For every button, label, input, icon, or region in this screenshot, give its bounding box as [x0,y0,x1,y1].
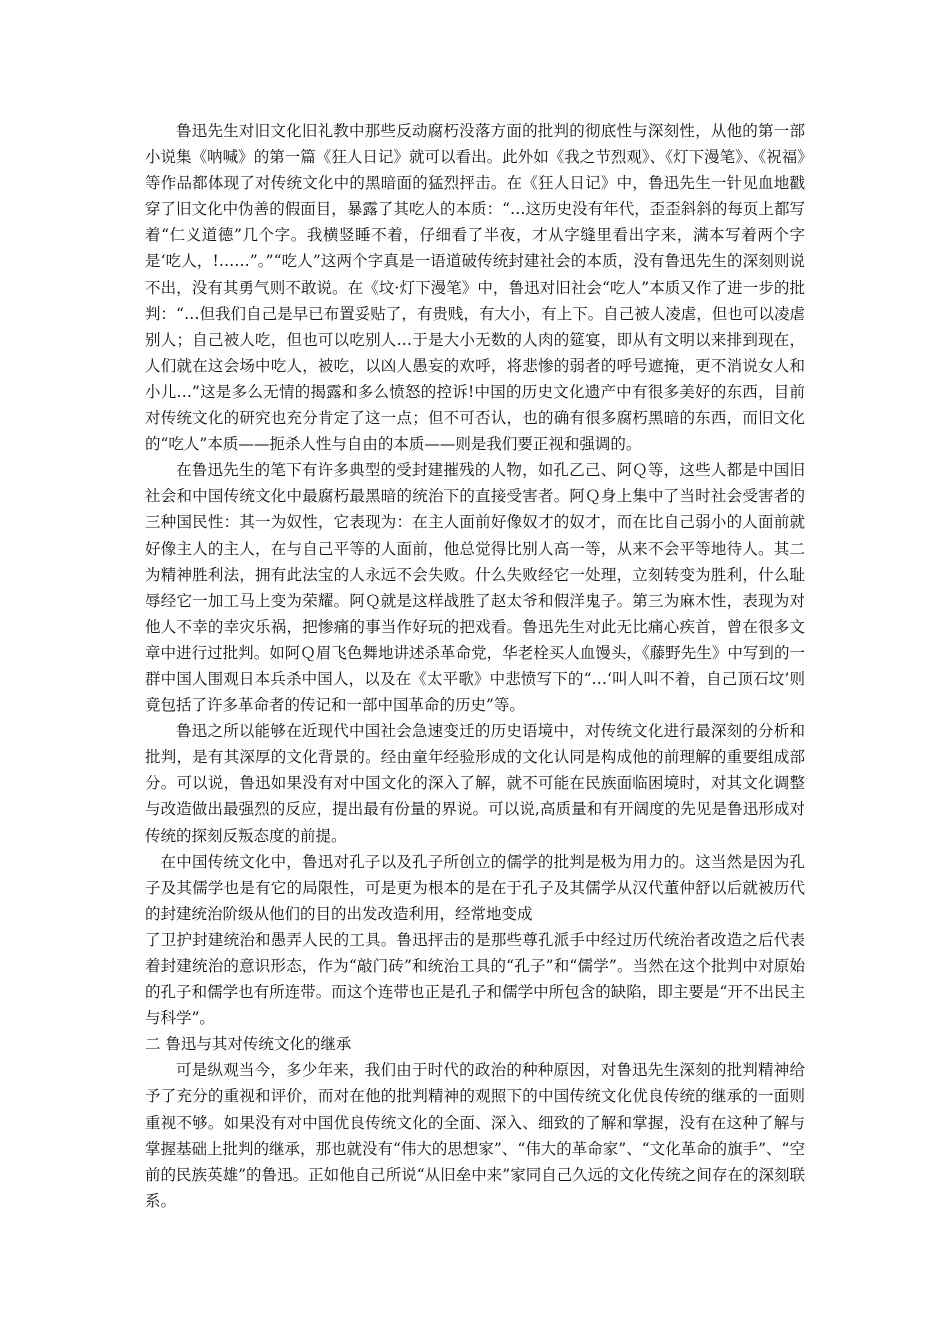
document-body [145,118,805,1214]
paragraph-confucius-critique-continued: 了卫护封建统治和愚弄人民的工具。鲁迅抨击的是那些尊孔派手中经过历代统治者改造之后代表着封建统治的意识形态，作为“敲门砖”和统治工具的“孔子”和“儒学”。当然在这个批判中对原始的孔子和儒学也有所连带。而这个连带也正是孔子和儒学中所包含的缺陷，即主要是“开不出民主与科学”。 [145,930,805,1028]
section-heading: 二 鲁迅与其对传统文化的继承 [145,1035,352,1054]
paragraph-confucius-critique: 在中国传统文化中，鲁迅对孔子以及孔子所创立的儒学的批判是极为用力的。这当然是因为孔子及其儒学也是有它的局限性，可是更为根本的是在于孔子及其儒学从汉代董仲舒以后就被历代的封建统治阶级从他们的目的出发改造利用，经常地变成 [145,852,805,923]
paragraph-inheritance: 可是纵观当今，多少年来，我们由于时代的政治的种种原因，对鲁迅先生深刻的批判精神给予了充分的重视和评价，而对在他的批判精神的观照下的中国传统文化优良传统的继承的一面则重视不够。如果没有对中国优良传统文化的全面、深入、细致的了解和掌握，没有在这种了解与掌握基础上批判的继承，那也就没有“伟大的思想家”、“伟大的革命家”、“文化革命的旗手”、“空前的民族英雄”的鲁迅。正如他自己所说“从旧垒中来”家同自己久远的文化传统之间存在的深刻联系。 [145,1061,805,1210]
paragraph-cultural-background: 鲁迅之所以能够在近现代中国社会急速变迁的历史语境中，对传统文化进行最深刻的分析和批判，是有其深厚的文化背景的。经由童年经验形成的文化认同是构成他的前理解的重要组成部分。可以说，鲁迅如果没有对中国文化的深入了解，就不可能在民族面临困境时，对其文化调整与改造做出最强烈的反应，提出最有份量的界说。可以说,高质量和有开阔度的先见是鲁迅形成对传统的探刻反叛态度的前提。 [145,722,805,845]
paragraph-national-character: 在鲁迅先生的笔下有许多典型的受封建摧残的人物，如孔乙己、阿Ｑ等，这些人都是中国旧社会和中国传统文化中最腐朽最黑暗的统治下的直接受害者。阿Ｑ身上集中了当时社会受害者的三种国民性：其一为奴性，它表现为：在主人面前好像奴才的奴才，而在比自己弱小的人面前就好像主人的主人，在与自己平等的人面前，他总觉得比别人高一等，从来不会平等地待人。其二为精神胜利法，拥有此法宝的人永远不会失败。什么失败经它一处理，立刻转变为胜利，什么耻辱经它一加工马上变为荣耀。阿Ｑ就是这样战胜了赵太爷和假洋鬼子。第三为麻木性，表现为对他人不幸的幸灾乐祸，把惨痛的事当作好玩的把戏看。鲁迅先生对此无比痛心疾首，曾在很多文章中进行过批判。如阿Ｑ眉飞色舞地讲述杀革命党，华老栓买人血馒头，《藤野先生》中写到的一群中国人围观日本兵杀中国人，以及在《太平歌》中悲愤写下的“…‘叫人叫不着，自己顶石坟’则竟包括了许多革命者的传记和一部中国革命的历史”等。 [145,461,805,715]
paragraph-critique-of-old-culture: 鲁迅先生对旧文化旧礼教中那些反动腐朽没落方面的批判的彻底性与深刻性，从他的第一部小说集《呐喊》的第一篇《狂人日记》就可以看出。此外如《我之节烈观》、《灯下漫笔》、《祝福》等作品都体现了对传统文化中的黑暗面的猛烈抨击。在《狂人日记》中，鲁迅先生一针见血地戳穿了旧文化中伪善的假面目，暴露了其吃人的本质：“…这历史没有年代，歪歪斜斜的每页上都写着“仁义道德”几个字。我横竖睡不着，仔细看了半夜，才从字缝里看出字来，满本写着两个字是‘吃人，!……”。”“吃人”这两个字真是一语道破传统封建社会的本质，没有鲁迅先生的深刻则说不出，没有其勇气则不敢说。在《坟·灯下漫笔》中，鲁迅对旧社会“吃人”本质又作了进一步的批判：“…但我们自己是早已布置妥贴了，有贵贱，有大小，有上下。自己被人凌虐，但也可以凌虐别人；自己被人吃，但也可以吃别人…于是大小无数的人肉的筵宴，即从有文明以来排到现在，人们就在这会场中吃人，被吃，以凶人愚妄的欢呼，将悲惨的弱者的呼号遮掩，更不消说女人和小儿…”这是多么无情的揭露和多么愤怒的控诉!中国的历史文化遗产中有很多美好的东西，目前对传统文化的研究也充分肯定了这一点；但不可否认，也的确有很多腐朽黑暗的东西，而旧文化的“吃人”本质——扼杀人性与自由的本质——则是我们要正视和强调的。 [145,122,805,454]
